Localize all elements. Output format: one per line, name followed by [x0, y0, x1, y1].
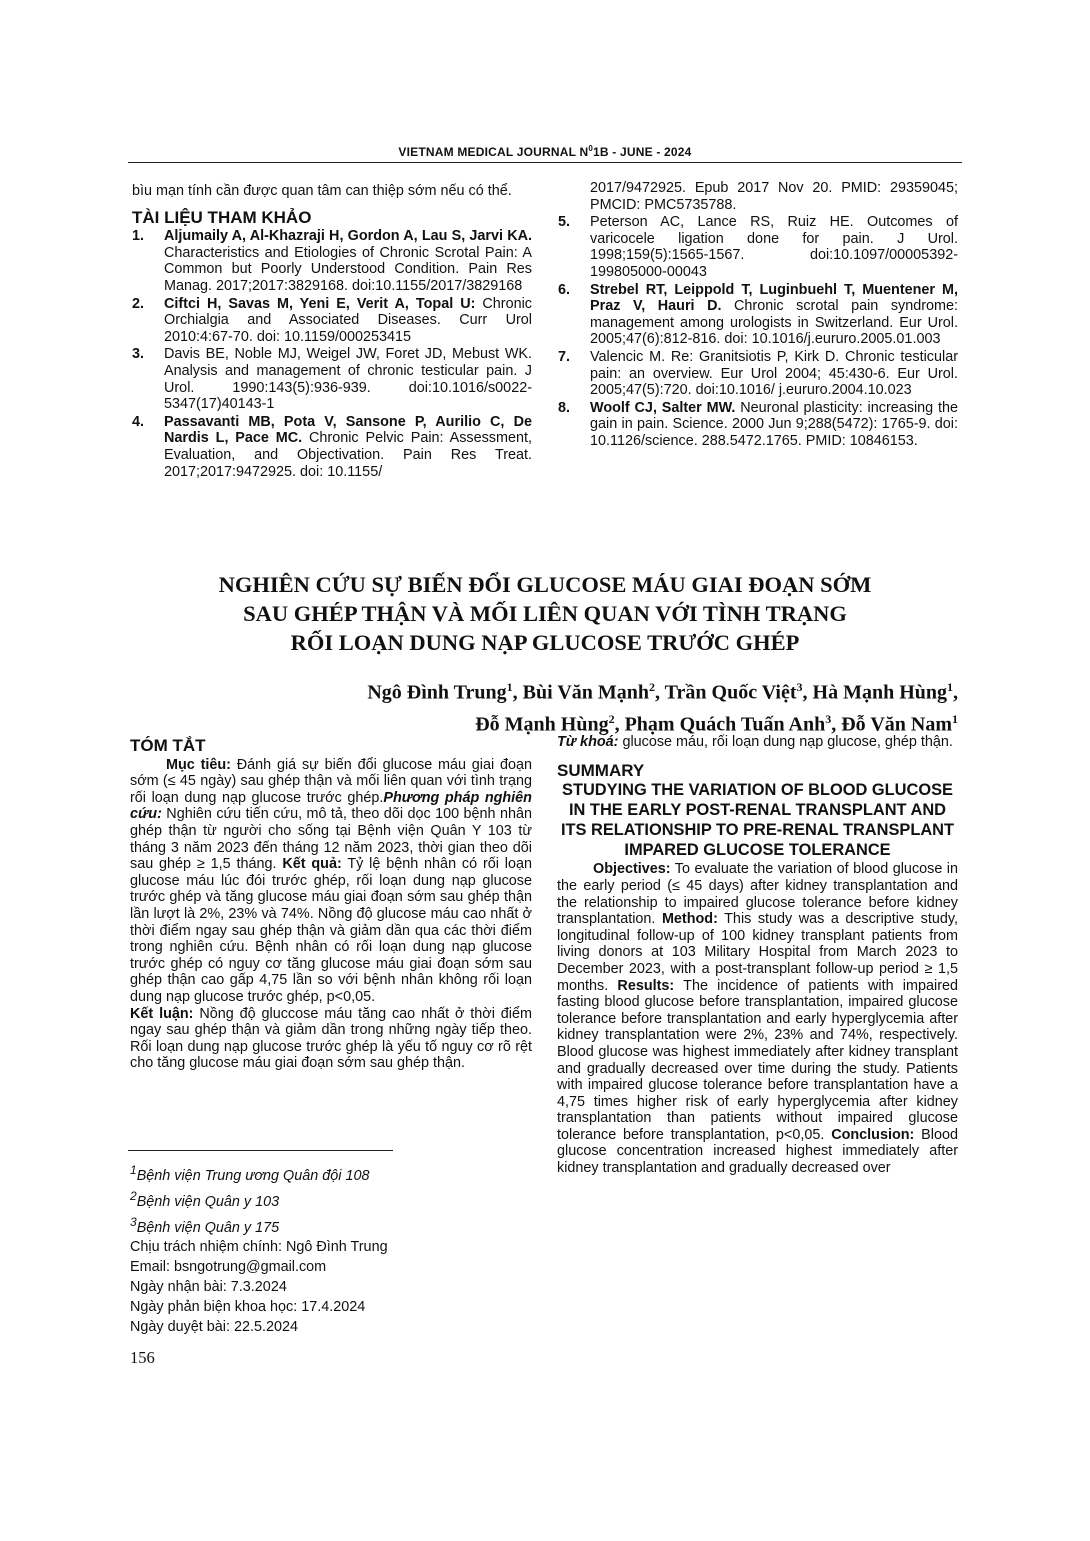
reference-item — [558, 214, 958, 280]
author-separator: , — [953, 681, 958, 704]
affiliation-1: $^1$Bệnh viện Trung ương Quân đội 108 — [130, 1163, 370, 1184]
page-number: 156 — [130, 1348, 155, 1367]
reference-number: 8. — [558, 399, 571, 416]
footnote-rule — [128, 1150, 393, 1151]
summary-method-label: Method: — [661, 911, 718, 928]
previous-article-tail: bìu mạn tính cần được quan tâm can thiệp sớm nếu có thể. — [132, 183, 512, 199]
affiliation-2: $^2$Bệnh viện Quân y 103 — [130, 1188, 280, 1210]
reference-item — [132, 296, 532, 346]
reference-authors: Aljumaily A, Al-Khazraji H, Gordon A, Lau S, Jarvi KA. — [164, 228, 532, 245]
footnotes — [130, 1160, 530, 1337]
author-affiliation: 3 — [825, 711, 832, 726]
journal-name: VIETNAM MEDICAL JOURNAL N — [398, 145, 589, 159]
author-affiliation: 1 — [947, 680, 953, 694]
reference-item — [132, 228, 532, 294]
summary-objective-label: Objectives: — [593, 861, 671, 878]
summary-result-label: Results: — [617, 977, 675, 994]
reference-authors: Strebel RT, Leippold T, Luginbuehl T, Muentener M, Praz V, Hauri D. — [590, 281, 958, 315]
author-affiliation: 1 — [506, 680, 513, 694]
date-accepted: Ngày duyệt bài: 22.5.2024 — [130, 1319, 299, 1336]
title-line: SAU GHÉP THẬN VÀ MỐI LIÊN QUAN VỚI TÌNH TRẠNG — [243, 601, 847, 626]
author-affiliation: 2 — [649, 680, 656, 694]
reference-authors: Woolf CJ, Salter MW. — [590, 399, 736, 416]
right-column-top — [558, 180, 958, 451]
author-list — [198, 674, 958, 737]
reference-text: Neuronal plasticity: increasing the gain in pain. Science. 2000 Jun 9;288(5472): 1765-9. doi: 10.1126/science. 288.5472.1765. PMID: 10846153. — [590, 399, 959, 449]
author-separator: , — [802, 681, 813, 704]
title-line: RỐI LOẠN DUNG NẠP GLUCOSE TRƯỚC GHÉP — [290, 630, 800, 655]
method-label: Phương pháp nghiên cứu: — [130, 789, 532, 823]
affiliation-3-text: Bệnh viện Quân y 175 — [136, 1219, 280, 1236]
title-line: NGHIÊN CỨU SỰ BIẾN ĐỔI GLUCOSE MÁU GIAI ĐOẠN SỚM — [218, 572, 872, 597]
article-title — [130, 570, 960, 657]
reference-number: 2. — [132, 295, 145, 312]
conclusion-text: Nồng độ gluccose máu tăng cao nhất ở thời điểm ngay sau ghép thận và giảm dần trong những ngày tiếp theo. Rối loạn dung nạp glucose trước ghép là yếu tố nguy cơ rõ rệt cho tăng glucose máu giai đoạn sớm sau ghép thận. — [130, 1005, 532, 1072]
summary-conclusion-label: Conclusion: — [831, 1126, 915, 1143]
author-name: Đỗ Mạnh Hùng — [475, 713, 609, 736]
result-text: Tỷ lệ bệnh nhân có rối loạn glucose máu lúc đói trước ghép, rối loạn dung nạp glucose trước ghép và tăng glucose máu giai đoạn sớm sau ghép thận lần lượt là 2%, 23% và 74%. Nồng độ glucose máu cao nhất ở thời điểm ngay sau ghép thận và giảm dần qua các thời điểm trong nghiên cứu. Bệnh nhân có rối loạn dung nạp glucose trước ghép có nguy cơ tăng glucose máu giai đoạn sớm sau ghép thận cao gấp 4,75 lần so với bệnh nhân không rối loạn dung nạp glucose trước ghép, p<0,05. — [130, 856, 532, 1005]
abstract-vi-body — [130, 757, 532, 1072]
result-label: Kết quả: — [282, 856, 342, 873]
journal-issue: 1B - JUNE - 2024 — [592, 145, 692, 159]
keywords-line — [557, 734, 958, 751]
reference-number: 5. — [558, 214, 571, 231]
objective-text: Đánh giá sự biến đổi glucose máu giai đoạn sớm (≤ 45 ngày) sau ghép thận và mối liên quan với tình trạng rối loạn dung nạp glucose trước ghép. — [130, 756, 533, 806]
summary-result: The incidence of patients with impaired fasting blood glucose before transplantation, impaired glucose tolerance before transplantation and early hyperglycemia after kidney transplantation were 2%, 23% and 74%, respectively. Blood glucose was highest immediately after kidney transplant and gradually decreased over time during the study. Patients with impaired glucose tolerance before transplantation have a 4,75 times higher risk of early hyperglycemia after kidney transplantation than patients without impaired glucose tolerance before transplantation, p<0,05. — [557, 977, 958, 1143]
reference-number — [558, 180, 590, 213]
summary-method: This study was a descriptive study, longitudinal follow-up of 100 kidney transplant patients from living donors at 103 Military Hospital from March 2023 to December 2023, with a post-transplant follow-up period ≥ 1,5 months. — [557, 911, 959, 994]
objective-label: Mục tiêu: — [166, 756, 231, 773]
reference-item-continued — [558, 180, 958, 213]
author-line — [198, 706, 958, 738]
conclusion-label: Kết luận: — [130, 1005, 194, 1022]
reference-text: Chronic scrotal pain syndrome: management among urologists in Switzerland. Eur Urol. 2005;47(6):812-816. doi: 10.1016/j.eururo.2005.01.003 — [590, 298, 959, 348]
reference-number: 3. — [132, 346, 145, 363]
author-separator: , — [655, 681, 665, 704]
date-received: Ngày nhận bài: 7.3.2024 — [130, 1279, 287, 1296]
reference-item — [558, 349, 958, 399]
reference-list-right — [558, 180, 958, 450]
reference-number: 1. — [132, 228, 145, 245]
left-column-top — [132, 183, 532, 481]
reference-authors: Passavanti MB, Pota V, Sansone P, Aurilio C, De Nardis L, Pace MC. — [164, 413, 532, 447]
author-affiliation: 1 — [952, 711, 958, 726]
journal-number-sup: 0 — [588, 144, 593, 153]
abstract-vi-heading: TÓM TẮT — [130, 736, 206, 755]
abstract-vi — [130, 738, 532, 1072]
reference-list-left — [132, 228, 532, 480]
method-text: Nghiên cứu tiến cứu, mô tả, theo dõi dọc 100 bệnh nhân ghép thận từ người cho sống tại Bệnh viện Quân Y 103 từ tháng 3 năm 2023 đến tháng 12 năm 2023, thời gian theo dõi sau ghép ≥ 1,5 tháng. — [130, 806, 532, 873]
running-header — [128, 144, 962, 159]
reference-authors: Ciftci H, Savas M, Yeni E, Verit A, Topal U: — [164, 295, 476, 312]
summary-body — [557, 861, 958, 1176]
reference-item — [558, 282, 958, 348]
author-line — [198, 674, 958, 706]
reference-number: 4. — [132, 413, 145, 430]
reference-number: 6. — [558, 281, 571, 298]
author-separator: , — [614, 713, 625, 736]
reference-text: Characteristics and Etiologies of Chronic Scrotal Pain: A Common but Poorly Understood Condition. Pain Res Manag. 2017;2017:3829168. doi:10.1155/2017/3829168 — [164, 244, 532, 294]
reference-item — [132, 346, 532, 412]
author-separator: , — [831, 713, 842, 736]
reference-text: Chronic Orchialgia and Associated Diseases. Curr Urol 2010:4:67-70. doi: 10.1159/000253415 — [164, 295, 532, 345]
author-name: Trần Quốc Việt — [664, 681, 797, 704]
author-name: Đỗ Văn Nam — [841, 713, 952, 736]
summary-title: STUDYING THE VARIATION OF BLOOD GLUCOSE IN THE EARLY POST-RENAL TRANSPLANT AND ITS RELATIONSHIP TO PRE-RENAL TRANSPLANT IMPARED GLUCOSE TOLERANCE — [560, 781, 955, 859]
author-name: Hà Mạnh Hùng — [812, 681, 947, 704]
author-name: Bùi Văn Mạnh — [522, 681, 650, 704]
author-name: Phạm Quách Tuấn Anh — [624, 713, 826, 736]
summary-heading: SUMMARY — [557, 760, 645, 780]
keywords-text: glucose máu, rối loạn dung nạp glucose, ghép thận. — [618, 734, 953, 750]
reference-number: 7. — [558, 348, 571, 365]
affiliation-2-text: Bệnh viện Quân y 103 — [136, 1193, 280, 1210]
reference-text: Chronic Pelvic Pain: Assessment, Evaluation, and Objectivation. Pain Res Treat. 2017;2017:9472925. doi: 10.1155/ — [164, 430, 532, 480]
summary-conclusion: Blood glucose concentration increased highest immediately after kidney transplantation and gradually decreased over — [557, 1126, 958, 1177]
reference-text: 2017/9472925. Epub 2017 Nov 20. PMID: 29359045; PMCID: PMC5735788. — [590, 180, 958, 213]
author-affiliation: 3 — [796, 680, 803, 694]
header-rule — [128, 162, 962, 163]
summary-objective: To evaluate the variation of blood glucose in the early period (≤ 45 days) after kidney transplantation and the relationship to impaired glucose tolerance before kidney transplantation. — [557, 861, 958, 928]
references-heading: TÀI LIỆU THAM KHẢO — [132, 207, 312, 227]
reference-item — [132, 414, 532, 480]
author-separator: , — [512, 681, 523, 704]
reference-item — [558, 400, 958, 450]
right-column-bottom — [557, 734, 958, 1177]
author-affiliation: 2 — [608, 711, 615, 726]
affiliation-3: $^3$Bệnh viện Quân y 175 — [130, 1214, 280, 1236]
reference-text: Peterson AC, Lance RS, Ruiz HE. Outcomes of varicocele ligation done for pain. J Urol. 1998;159(5):1565-1567. doi:10.1097/00005392-199805000-00043 — [590, 214, 958, 280]
responsible-author: Chịu trách nhiệm chính: Ngô Đình Trung — [130, 1239, 388, 1256]
reference-text: Davis BE, Noble MJ, Weigel JW, Foret JD, Mebust WK. Analysis and management of chronic testicular pain. J Urol. 1990:143(5):936-939. doi:10.1016/s0022-5347(17)40143-1 — [164, 346, 532, 413]
reference-text: Valencic M. Re: Granitsiotis P, Kirk D. Chronic testicular pain: an overview. Eur Urol 2004; 45:430-6. Eur Urol. 2005;47(5):720. doi:10.1016/ j.eururo.2004.10.023 — [590, 348, 958, 399]
author-name: Ngô Đình Trung — [367, 681, 507, 704]
date-reviewed: Ngày phản biện khoa học: 17.4.2024 — [130, 1299, 366, 1316]
keywords-label: Từ khoá: — [557, 734, 619, 750]
affiliation-1-text: Bệnh viện Trung ương Quân đội 108 — [136, 1167, 370, 1184]
email: Email: bsngotrung@gmail.com — [130, 1259, 327, 1276]
